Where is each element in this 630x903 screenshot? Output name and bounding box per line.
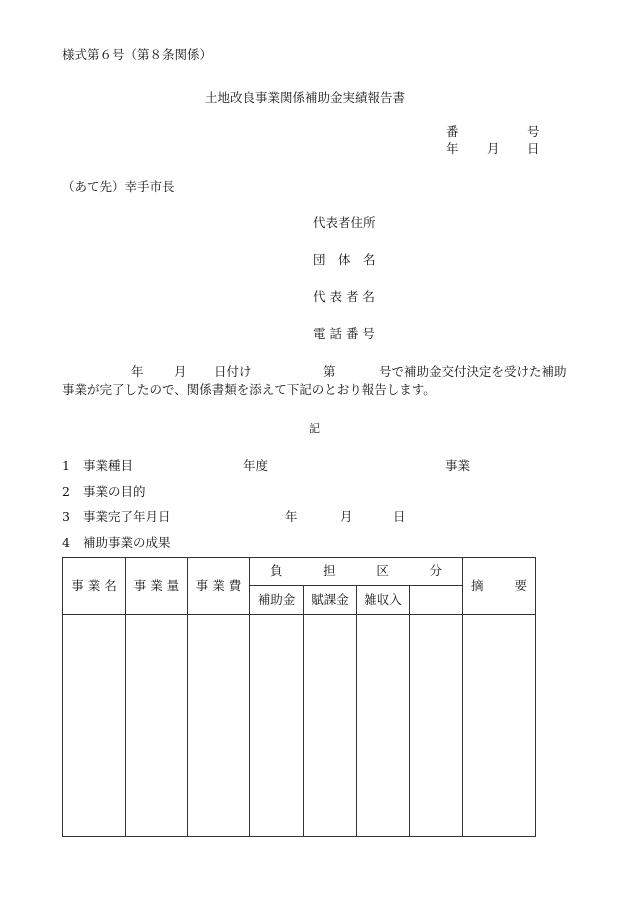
item-3-year: 年 xyxy=(285,509,298,524)
cell-misc-income[interactable] xyxy=(357,615,410,837)
header-project-cost: 事 業 費 xyxy=(188,558,250,615)
item-2-label: 事業の目的 xyxy=(83,484,146,499)
header-misc-income: 雑収入 xyxy=(357,586,410,615)
header-levy: 賦課金 xyxy=(304,586,357,615)
body-number-prefix: 第 xyxy=(323,364,336,379)
item-2-number: 2 xyxy=(62,484,70,499)
body-line-1-rest: 号で補助金交付決定を受けた補助 xyxy=(379,364,567,379)
burden-char-1: 負 xyxy=(270,563,283,579)
item-3-day: 日 xyxy=(393,509,406,524)
body-date-suffix: 日付け xyxy=(214,364,252,379)
date-month: 月 xyxy=(487,141,500,156)
cell-blank[interactable] xyxy=(410,615,463,837)
ki-heading: 記 xyxy=(309,422,320,435)
header-burden-category xyxy=(250,558,463,586)
cell-levy[interactable] xyxy=(304,615,357,837)
body-line-2: 事業が完了したので、関係書類を添えて下記のとおり報告します。 xyxy=(62,382,436,397)
item-3-number: 3 xyxy=(62,509,70,524)
item-1-project: 事業 xyxy=(445,458,471,473)
date-year: 年 xyxy=(446,141,459,156)
header-remarks xyxy=(463,558,536,615)
addressee: （あて先）幸手市長 xyxy=(62,179,175,194)
burden-char-2: 担 xyxy=(323,563,336,579)
header-blank xyxy=(410,586,463,615)
item-3-month: 月 xyxy=(340,509,353,524)
cell-remarks[interactable] xyxy=(463,615,536,837)
item-1-number: 1 xyxy=(62,458,70,473)
header-project-name: 事 業 名 xyxy=(63,558,126,615)
item-3-label: 事業完了年月日 xyxy=(83,509,171,524)
ref-number-go: 号 xyxy=(527,124,540,139)
applicant-address-label: 代表者住所 xyxy=(313,215,376,230)
body-year: 年 xyxy=(131,364,144,379)
header-subsidy: 補助金 xyxy=(250,586,304,615)
cell-subsidy[interactable] xyxy=(250,615,304,837)
cell-project-amount[interactable] xyxy=(126,615,188,837)
item-4-number: 4 xyxy=(62,535,70,550)
burden-char-4: 分 xyxy=(429,563,442,579)
results-table xyxy=(62,557,536,837)
applicant-phone-label: 電 話 番 号 xyxy=(313,326,375,341)
ref-number-ban: 番 xyxy=(446,124,459,139)
form-number: 様式第６号（第８条関係） xyxy=(62,47,213,62)
item-4-label: 補助事業の成果 xyxy=(83,535,171,550)
date-day: 日 xyxy=(527,141,540,156)
remarks-char-1: 摘 xyxy=(471,577,484,593)
cell-project-name[interactable] xyxy=(63,615,126,837)
item-1-label: 事業種目 xyxy=(83,458,134,473)
remarks-char-2: 要 xyxy=(514,577,527,593)
item-1-fiscal-year: 年度 xyxy=(243,458,269,473)
applicant-representative-label: 代 表 者 名 xyxy=(313,289,375,304)
document-title: 土地改良事業関係補助金実績報告書 xyxy=(205,90,406,105)
cell-project-cost[interactable] xyxy=(188,615,250,837)
header-project-amount: 事 業 量 xyxy=(126,558,188,615)
applicant-group-name-label: 団 体 名 xyxy=(313,252,376,267)
body-month: 月 xyxy=(174,364,187,379)
burden-char-3: 区 xyxy=(376,563,389,579)
